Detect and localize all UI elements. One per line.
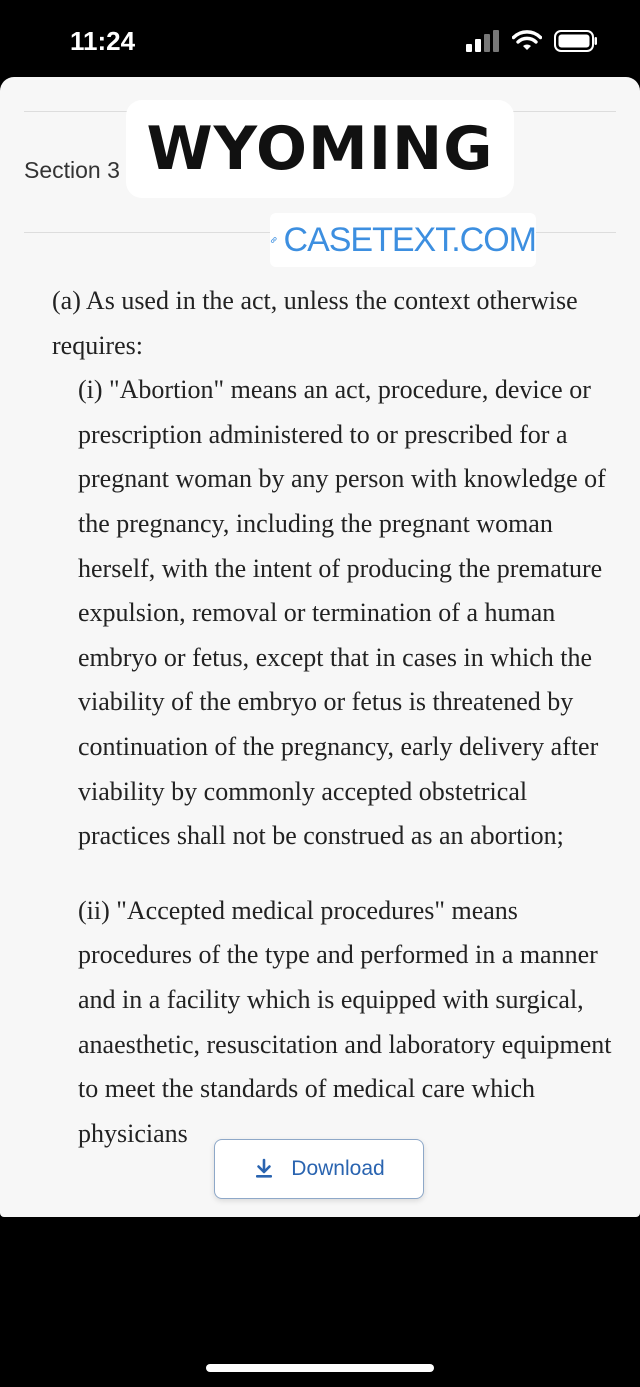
wifi-icon: [512, 30, 542, 52]
cellular-signal-icon: [466, 30, 500, 52]
paragraph-a: (a) As used in the act, unless the context otherwise requires:: [52, 286, 578, 360]
home-indicator[interactable]: [206, 1364, 434, 1372]
paragraph-ii: (ii) "Accepted medical procedures" means procedures of the type and performed in a manner and in a facility which is equipped with surgical, anaesthetic, resuscitation and laboratory equipment to meet the standards of medical care which physicians: [78, 895, 612, 1148]
wyoming-title-sticker: WYOMING: [126, 100, 514, 198]
document-sheet: [0, 77, 640, 1217]
download-button[interactable]: [214, 1139, 424, 1199]
download-button-label: Download: [291, 1157, 385, 1180]
download-icon: [253, 1158, 275, 1180]
link-icon: [270, 225, 278, 255]
battery-icon: [554, 30, 598, 52]
status-bar: [0, 0, 640, 80]
casetext-link-sticker[interactable]: [270, 213, 536, 267]
statute-text: [52, 279, 622, 1156]
status-icons: [466, 30, 598, 52]
paragraph-i: (i) "Abortion" means an act, procedure, device or prescription administered to or prescribed for a pregnant woman by any person with knowledge of the pregnancy, including the pregnant woman herself, with the intent of producing the premature expulsion, removal or termination of a human embryo or fetus, except that in cases in which the viability of the embryo or fetus is threatened by continuation of the pregnancy, early delivery after viability by commonly accepted obstetrical practices shall not be construed as an abortion;: [78, 375, 606, 851]
status-time: 11:24: [70, 26, 136, 56]
casetext-link-label: CASETEXT.COM: [283, 220, 536, 259]
section-label: Section 3: [24, 157, 120, 183]
